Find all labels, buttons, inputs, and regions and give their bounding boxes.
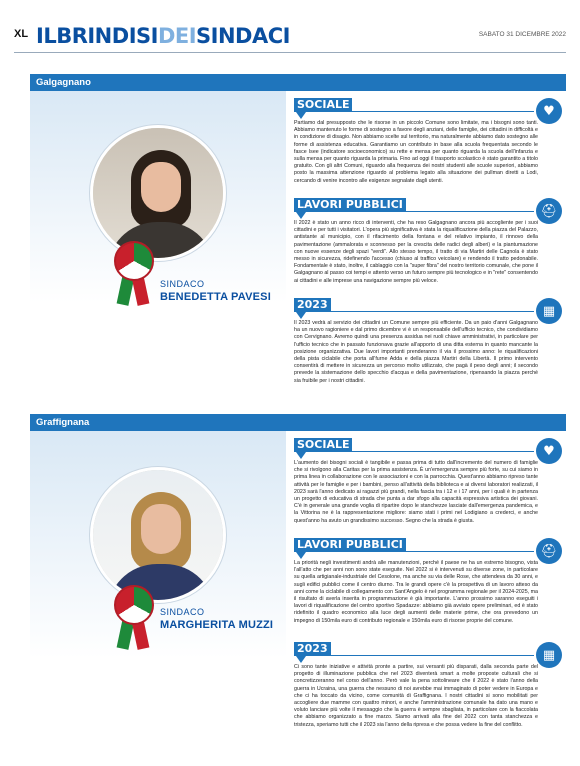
title-rule [294, 655, 534, 656]
newspaper-brand [36, 24, 290, 48]
worker-icon: ⛑ [536, 198, 562, 224]
masthead [14, 24, 566, 48]
block-title: LAVORI PUBBLICI [294, 198, 406, 212]
block-title: LAVORI PUBBLICI [294, 538, 406, 552]
title-rule [294, 211, 534, 212]
section-header [30, 414, 566, 431]
portrait-face [141, 504, 181, 554]
tricolor-rosette-icon [114, 585, 154, 625]
mayor-name: MARGHERITA MUZZI [160, 619, 274, 631]
calendar-icon: ▦ [536, 642, 562, 668]
page-number: XL [14, 28, 29, 40]
brand-part-3: SINDACI [196, 24, 290, 48]
block-sociale [294, 438, 566, 538]
block-title: 2023 [294, 642, 331, 656]
title-rule [294, 551, 534, 552]
block-text: L'aumento dei bisogni sociali è tangibile e passa prima di tutto dall'incremento del numero di famiglie che si rivolgono alla Caritas per la prima assistenza. È un'emergenza sempre più forte, su cui siamo in prima linea in collaborazione con le associazioni e con la parrocchia. Quest'anno abbiamo ripreso tante attività per le famiglie e per i bambini, penso all'attività della biblioteca e ai diversi laboratori realizzati, il 2023 sarà l'anno dedicato ai ragazzi più grandi, nella fascia tra i 12 e i 17 anni, per i quali è in partenza un progetto di educativa di strada che punta a dar sfogo alla capacità espressiva artistica dei giovani. C'è in generale una grande voglia di ripartire dopo le stanchezze lasciate dall'emergenza pandemica, e la Vittorina ne è la rappresentazione migliore: siamo stati i primi nel Lodigiano a crederci, e anche quest'anno ha avuto un grandissimo successo. Segno che la strada è giusta. [294, 460, 538, 524]
arrow-down-icon [296, 452, 306, 459]
mayor-panel [30, 91, 286, 394]
block-lavori-pubblici [294, 198, 566, 298]
mayor-role: SINDACO [160, 279, 205, 289]
arrow-down-icon [296, 656, 306, 663]
calendar-icon: ▦ [536, 298, 562, 324]
title-rule [294, 111, 534, 112]
heart-icon: ♥ [536, 98, 562, 124]
portrait-face [141, 162, 181, 212]
arrow-down-icon [296, 312, 306, 319]
section-galgagnano [30, 74, 566, 394]
section-header [30, 74, 566, 91]
block-title: 2023 [294, 298, 331, 312]
mayor-name: BENEDETTA PAVESI [160, 291, 271, 303]
title-rule [294, 451, 534, 452]
title-rule [294, 311, 534, 312]
masthead-rule [14, 52, 566, 53]
arrow-down-icon [296, 212, 306, 219]
arrow-down-icon [296, 552, 306, 559]
block-text: Il 2023 vedrà al servizio dei cittadini un Comune sempre più efficiente. Da un paio d'anni Galgagnano ha un nuovo ragioniere e dal primo dicembre vi è un responsabile dell'ufficio tecnico, che condividiamo con Cervignano. Avremo quindi una presenza assidua nei ruoli chiave amministrativi, in particolare per l'ufficio tecnico che in passato funzionava grazie all'apporto di una ditta esterna in quanto mancante la posizione organizzativa. Due lavori importanti prenderanno il via il prossimo anno: le riqualificazioni della pista ciclabile che porta all'furne Adda e della piazza Martiri della Libertà. Il primo intervento consentirà di mettere in sicurezza un percorso molto utilizzato, che pagà il peso degli anni; il secondo prevede la sistemazione dello specchio d'acqua e della pavimentazione, ripensando la piazza perché sia fruibile per i nostri cittadini. [294, 320, 538, 384]
block-text: Il 2022 è stato un anno ricco di interventi, che ha reso Galgagnano ancora più accogliente per i suoi cittadini e per tutti i visitatori. L'opera più significativa è stata la riqualificazione della piazza del Palazzo, antistante al municipio, con il rifacimento della fontana e del relativo impianto, il rinnovo della pavimentazione (ammalorata e sconnesso per la crescita delle radici degli alberi) e la piantumazione con nuove essenze degli spazi "verdi". Allo stesso tempo, il tratto di via Martiri delle Cagnola è stato messo in sicurezza, ridefinendo l'accesso (chiuso al traffico veicolare) e rendendo il tratto pedonabile. Fondamentale è stato, inoltre, il cablaggio con la "super fibra" del nostro territorio comunale, che pone il Galgagnano al passo coi tempi e attento verso un futuro sempre più tecnologico e in "rete" consentendo ai cittadini e alle imprese una navigazione sempre più veloce. [294, 220, 538, 284]
section-title: Graffignana [36, 417, 90, 428]
tricolor-rosette-icon [114, 241, 154, 281]
block-title: SOCIALE [294, 438, 352, 452]
block-text: La priorità negli investimenti andrà alle manutenzioni, perché il paese ne ha un estremo bisogno, vista l'all'atto che per anni non sono state eseguite. Nel 2022 si è intervenuti su diverse zone, in particolare su quella artigianale-industriale del Cesolone, ma anche su via delle Rose, che attendeva da 30 anni, e sugli edifici pubblici come il centro diurno. Tra le grandi opere c'è la prospettiva di un lavoro atteso da anni come la ciclabile di collegamento con Sant'Angelo è nel programma regionale per il 2024-2025, ma il risultato di averla inserita in programmazione è già importante. L'anno prossimo saranno eseguiti i lavori di riqualificazione del centro sportivo Spadazze: abbiamo già avviato opere preliminari, ed è stato ridefinito il quadro economico alla luce degli aumenti delle materie prime, che ora prevedono un impegno di 150mila euro di contributo regionale e 150mila euro di risorse proprie del comune. [294, 560, 538, 624]
block-2023 [294, 298, 566, 394]
block-text: Partiamo dal presupposto che le risorse in un piccolo Comune sono limitate, ma i bisogni sono tanti. Abbiamo mantenuto le forme di sostegno a favore degli anziani, delle famiglie, dei cittadini in difficoltà e in condizione di disagio. Non abbiamo scelte sul territorio, ma naturalmente abbiamo dato sostegno alle forme di assistenza educativa. Garantiamo un contributo in base alla scuola frequentata secondo le fasce Isee (indicatore socioeconomico) su rette e mensa per quanto riguarda la scuola dell'infanzia e sulla mensa per quanto riguarda la primaria. Fino ad oggi il trasporto scolastico è stato garantito a titolo gratuito. Con gli altri Comuni, riguardo alla frequenza dei nostri studenti alle scuole superiori, abbiamo posto la massima attenzione riguardo al problema legato alla situazione dei pullman diretti a Lodi, cercando di venire incontro alle esigenze segnalate dagli utenti. [294, 120, 538, 184]
block-lavori-pubblici [294, 538, 566, 642]
brand-part-1: ILBRINDISI [36, 24, 158, 48]
worker-icon: ⛑ [536, 538, 562, 564]
mayor-portrait [90, 467, 226, 603]
arrow-down-icon [296, 112, 306, 119]
issue-date: SABATO 31 DICEMBRE 2022 [478, 31, 566, 38]
block-2023 [294, 642, 566, 754]
section-graffignana [30, 414, 566, 756]
block-text: Ci sono tante iniziative e attività pronte a partire, sui versanti più disparati, dalla seconda parte del progetto di illuminazione pubblica che nel 2023 diventerà smart a molte proposte culturali che si concretizzeranno nel corso dell'anno. Però vale la pena sottolineare che il 2022 è stato l'anno della guerra in Ucraina, una guerra che nessuno di noi avrebbe mai immaginato di poter vedere in Europa e che ci ha toccato da vicino, come comunità di Graffignana. I nostri cittadini si sono mobilitati per accogliere due mamme con quattro minori, e anche l'amministrazione comunale ha dato una mano e voluto lanciare più volte il messaggio che la guerra è sempre sbagliata, in particolare con la fiaccolata che abbiamo organizzato a fine marzo. Siamo arrivati alla fine del 2022 con tanta stanchezza e tristezza, speriamo tutti che il 2023 sia l'anno della ripresa e che possa vedere la fine del conflitto. [294, 664, 538, 728]
brand-part-2: DEI [157, 24, 197, 48]
mayor-role: SINDACO [160, 607, 205, 617]
mayor-portrait [90, 125, 226, 261]
block-sociale [294, 98, 566, 198]
heart-icon: ♥ [536, 438, 562, 464]
mayor-panel [30, 431, 286, 756]
block-title: SOCIALE [294, 98, 352, 112]
section-title: Galgagnano [36, 77, 91, 88]
